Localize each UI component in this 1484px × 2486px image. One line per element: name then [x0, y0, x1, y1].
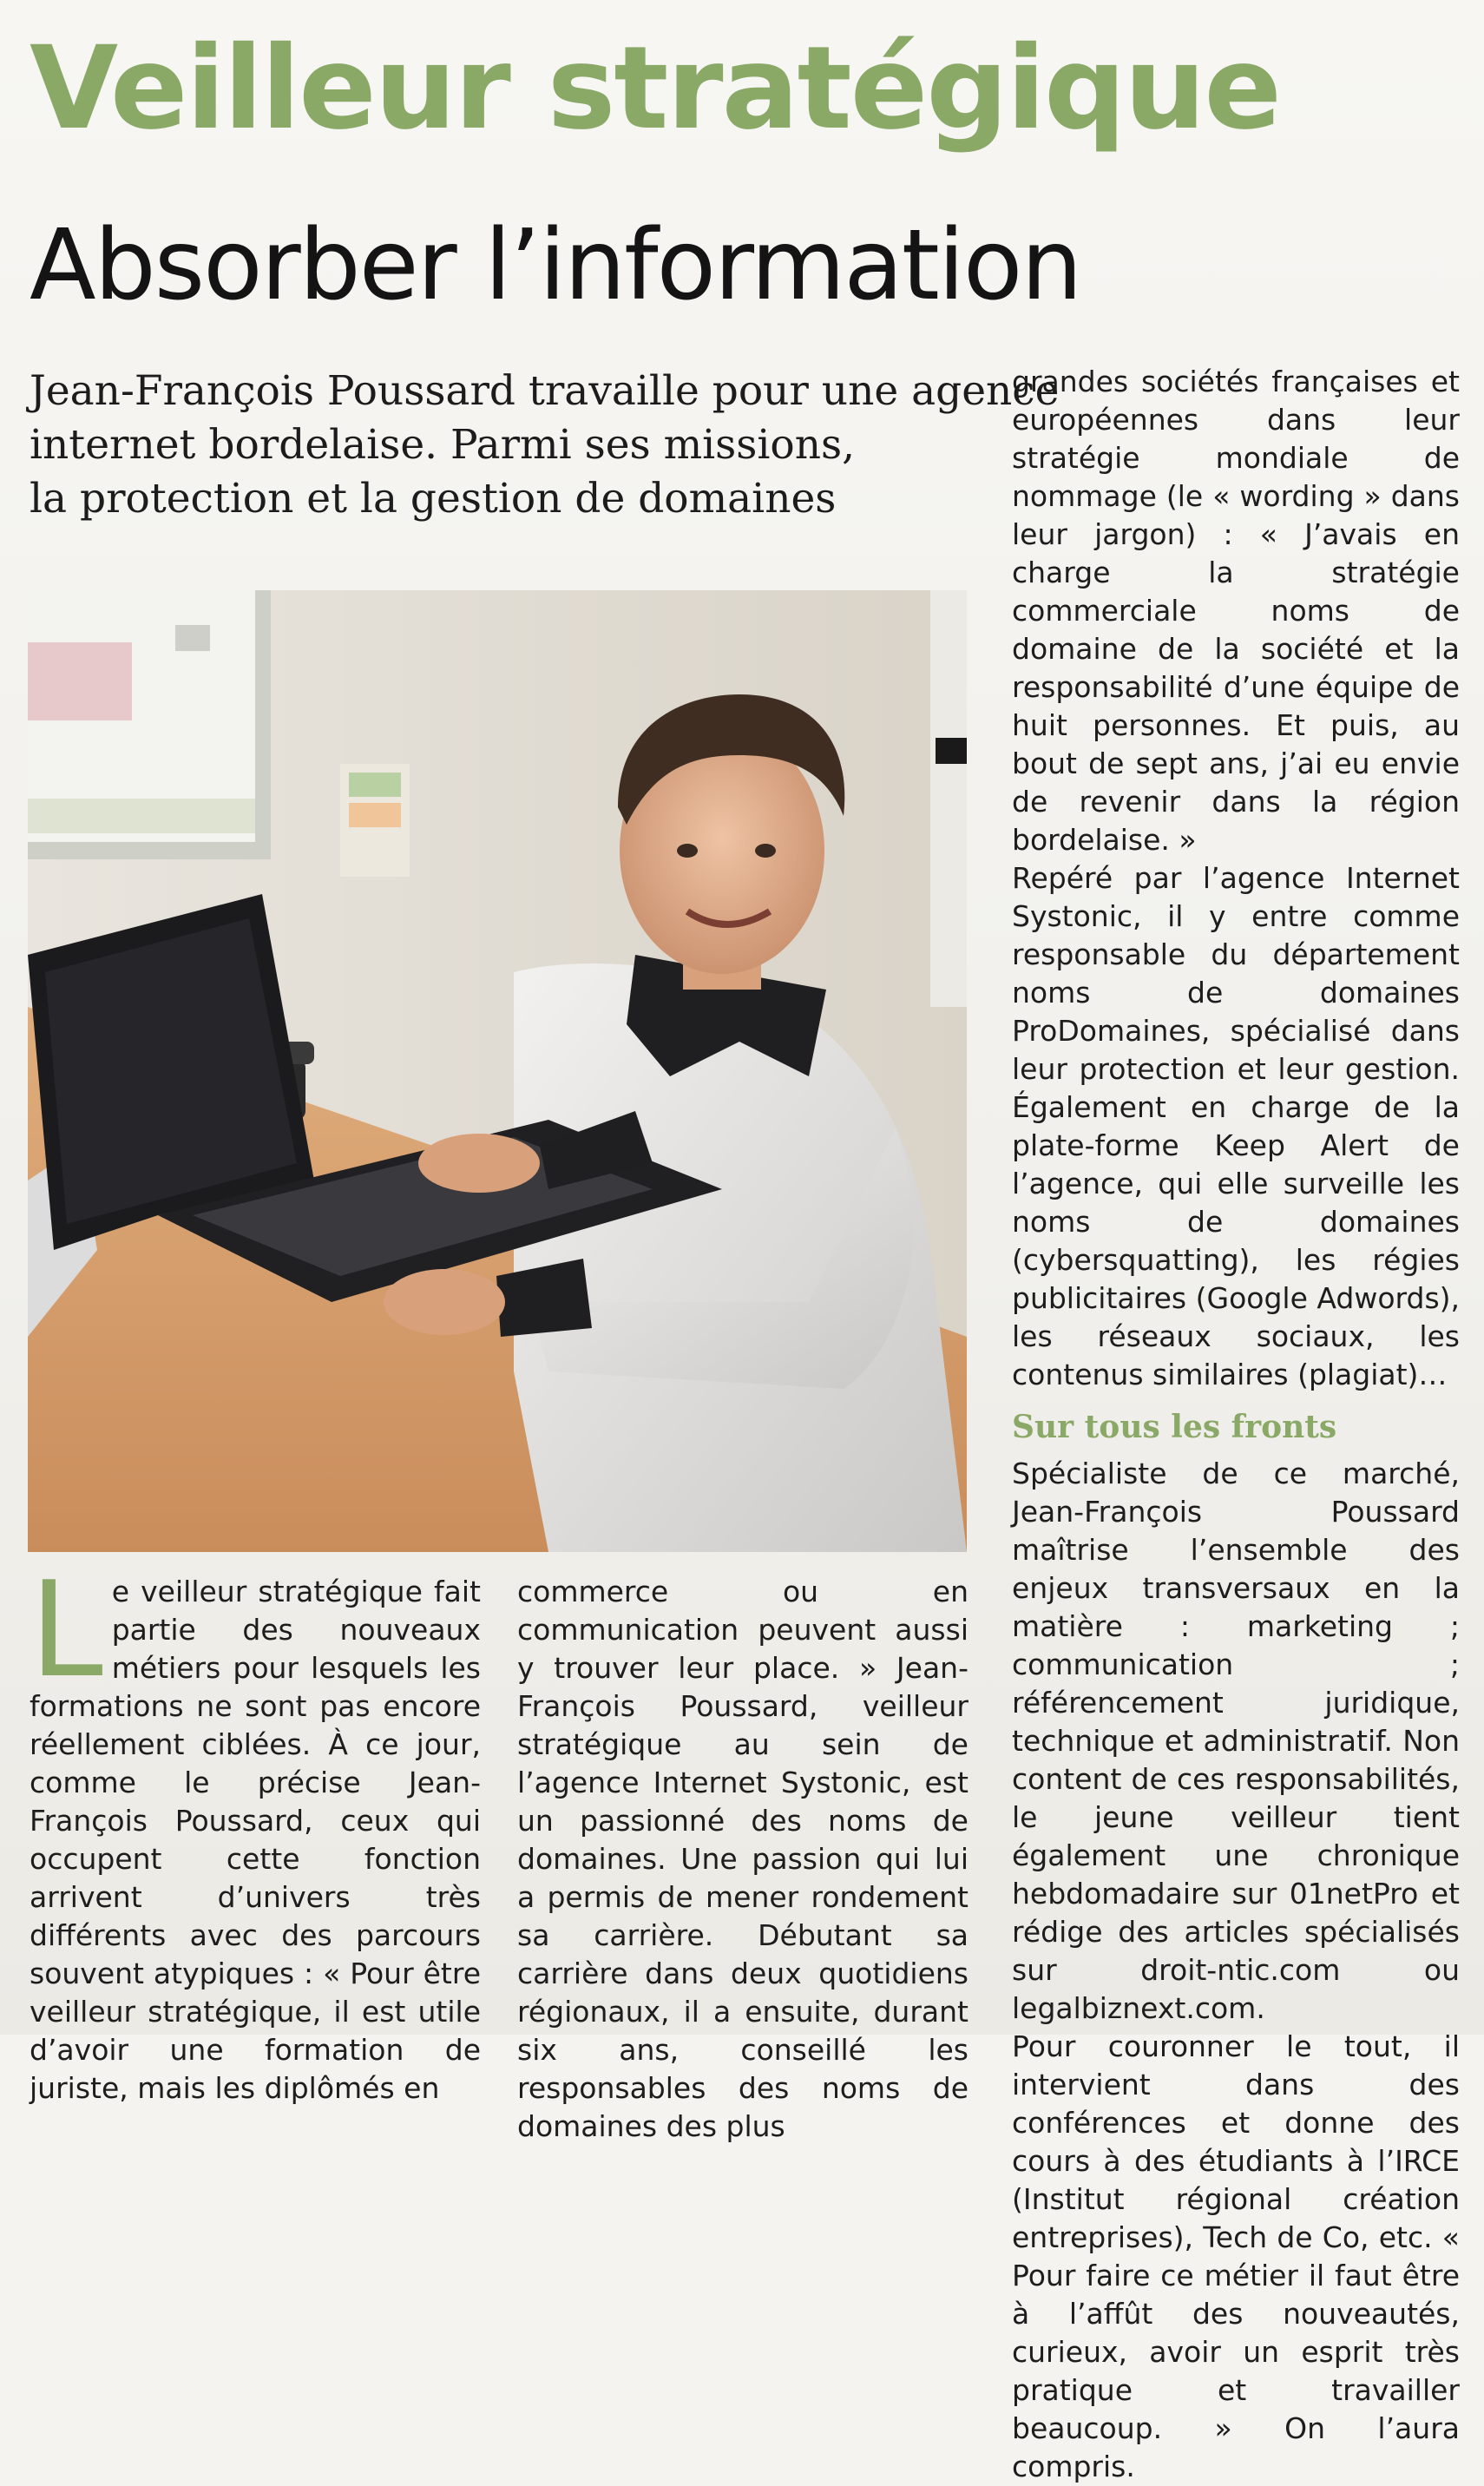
standfirst-line: internet bordelaise. Parmi ses missions,	[30, 421, 856, 469]
article-standfirst	[30, 365, 1060, 526]
drop-cap: L	[30, 1553, 103, 1707]
body-paragraph: Spécialiste de ce marché, Jean-François Poussard maîtrise l’ensemble des enjeux transversaux en la matière : marketing ; communication ; référencement juridique, technique et administratif. Non content de ces responsabilités, le jeune veilleur tient également une chronique hebdomadaire sur 01netPro et rédige des articles spécialisés sur droit-ntic.com ou legalbiznext.com.	[1012, 1457, 1460, 2025]
section-kicker: Veilleur stratégique	[30, 22, 1280, 155]
standfirst-line: Jean-François Poussard travaille pour une agence	[30, 367, 1060, 415]
body-paragraph: commerce ou en communication peuvent aussi y trouver leur place. » Jean-François Poussard, veilleur stratégique au sein de l’agence Internet Systonic, est un passionné des noms de domaines. Une passion qui lui a permis de mener rondement sa carrière. Débutant sa carrière dans deux quotidiens régionaux, il a ensuite, durant six ans, conseillé les responsables des noms de domaines des plus	[517, 1575, 969, 2143]
body-paragraph: Repéré par l’agence Internet Systonic, il y entre comme responsable du département noms de domaines ProDomaines, spécialisé dans leur protection et leur gestion. Également en charge de la plate-forme Keep Alert de l’agence, qui elle surveille les noms de domaines (cybersquatting), les régies publicitaires (Google Adwords), les réseaux sociaux, les contenus similaires (plagiat)…	[1012, 861, 1460, 1391]
body-column-2	[517, 1573, 969, 2146]
portrait-photo	[28, 590, 967, 1552]
body-column-3	[1012, 363, 1460, 2486]
article-headline: Absorber l’information	[30, 209, 1081, 322]
body-paragraph: Pour couronner le tout, il intervient dans des conférences et donne des cours à des étudiants à l’IRCE (Institut régional création entreprises), Tech de Co, etc. « Pour faire ce métier il faut être à l’affût des nouveautés, curieux, avoir un esprit très pratique et travailler beaucoup. » On l’aura compris.	[1012, 2029, 1460, 2483]
body-column-1	[30, 1553, 481, 2108]
section-subhead: Sur tous les fronts	[1012, 1409, 1337, 1445]
body-paragraph: grandes sociétés françaises et européennes dans leur stratégie mondiale de nommage (le « wording » dans leur jargon) : « J’avais en charge la stratégie commerciale noms de domaine de la société et la responsabilité d’une équipe de huit personnes. Et puis, au bout de sept ans, j’ai eu envie de revenir dans la région bordelaise. »	[1012, 365, 1460, 857]
body-text: e veilleur stratégique fait partie des nouveaux métiers pour lesquels les formations ne sont pas encore réellement ciblées. À ce jour, comme le précise Jean-François Poussard, ceux qui occupent cette fonction arrivent d’univers très différents avec des parcours souvent atypiques : « Pour être veilleur stratégique, il est utile d’avoir une formation de juriste, mais les diplômés en	[30, 1575, 481, 2105]
standfirst-line: la protection et la gestion de domaines	[30, 475, 837, 523]
body-paragraph	[30, 1553, 481, 2108]
